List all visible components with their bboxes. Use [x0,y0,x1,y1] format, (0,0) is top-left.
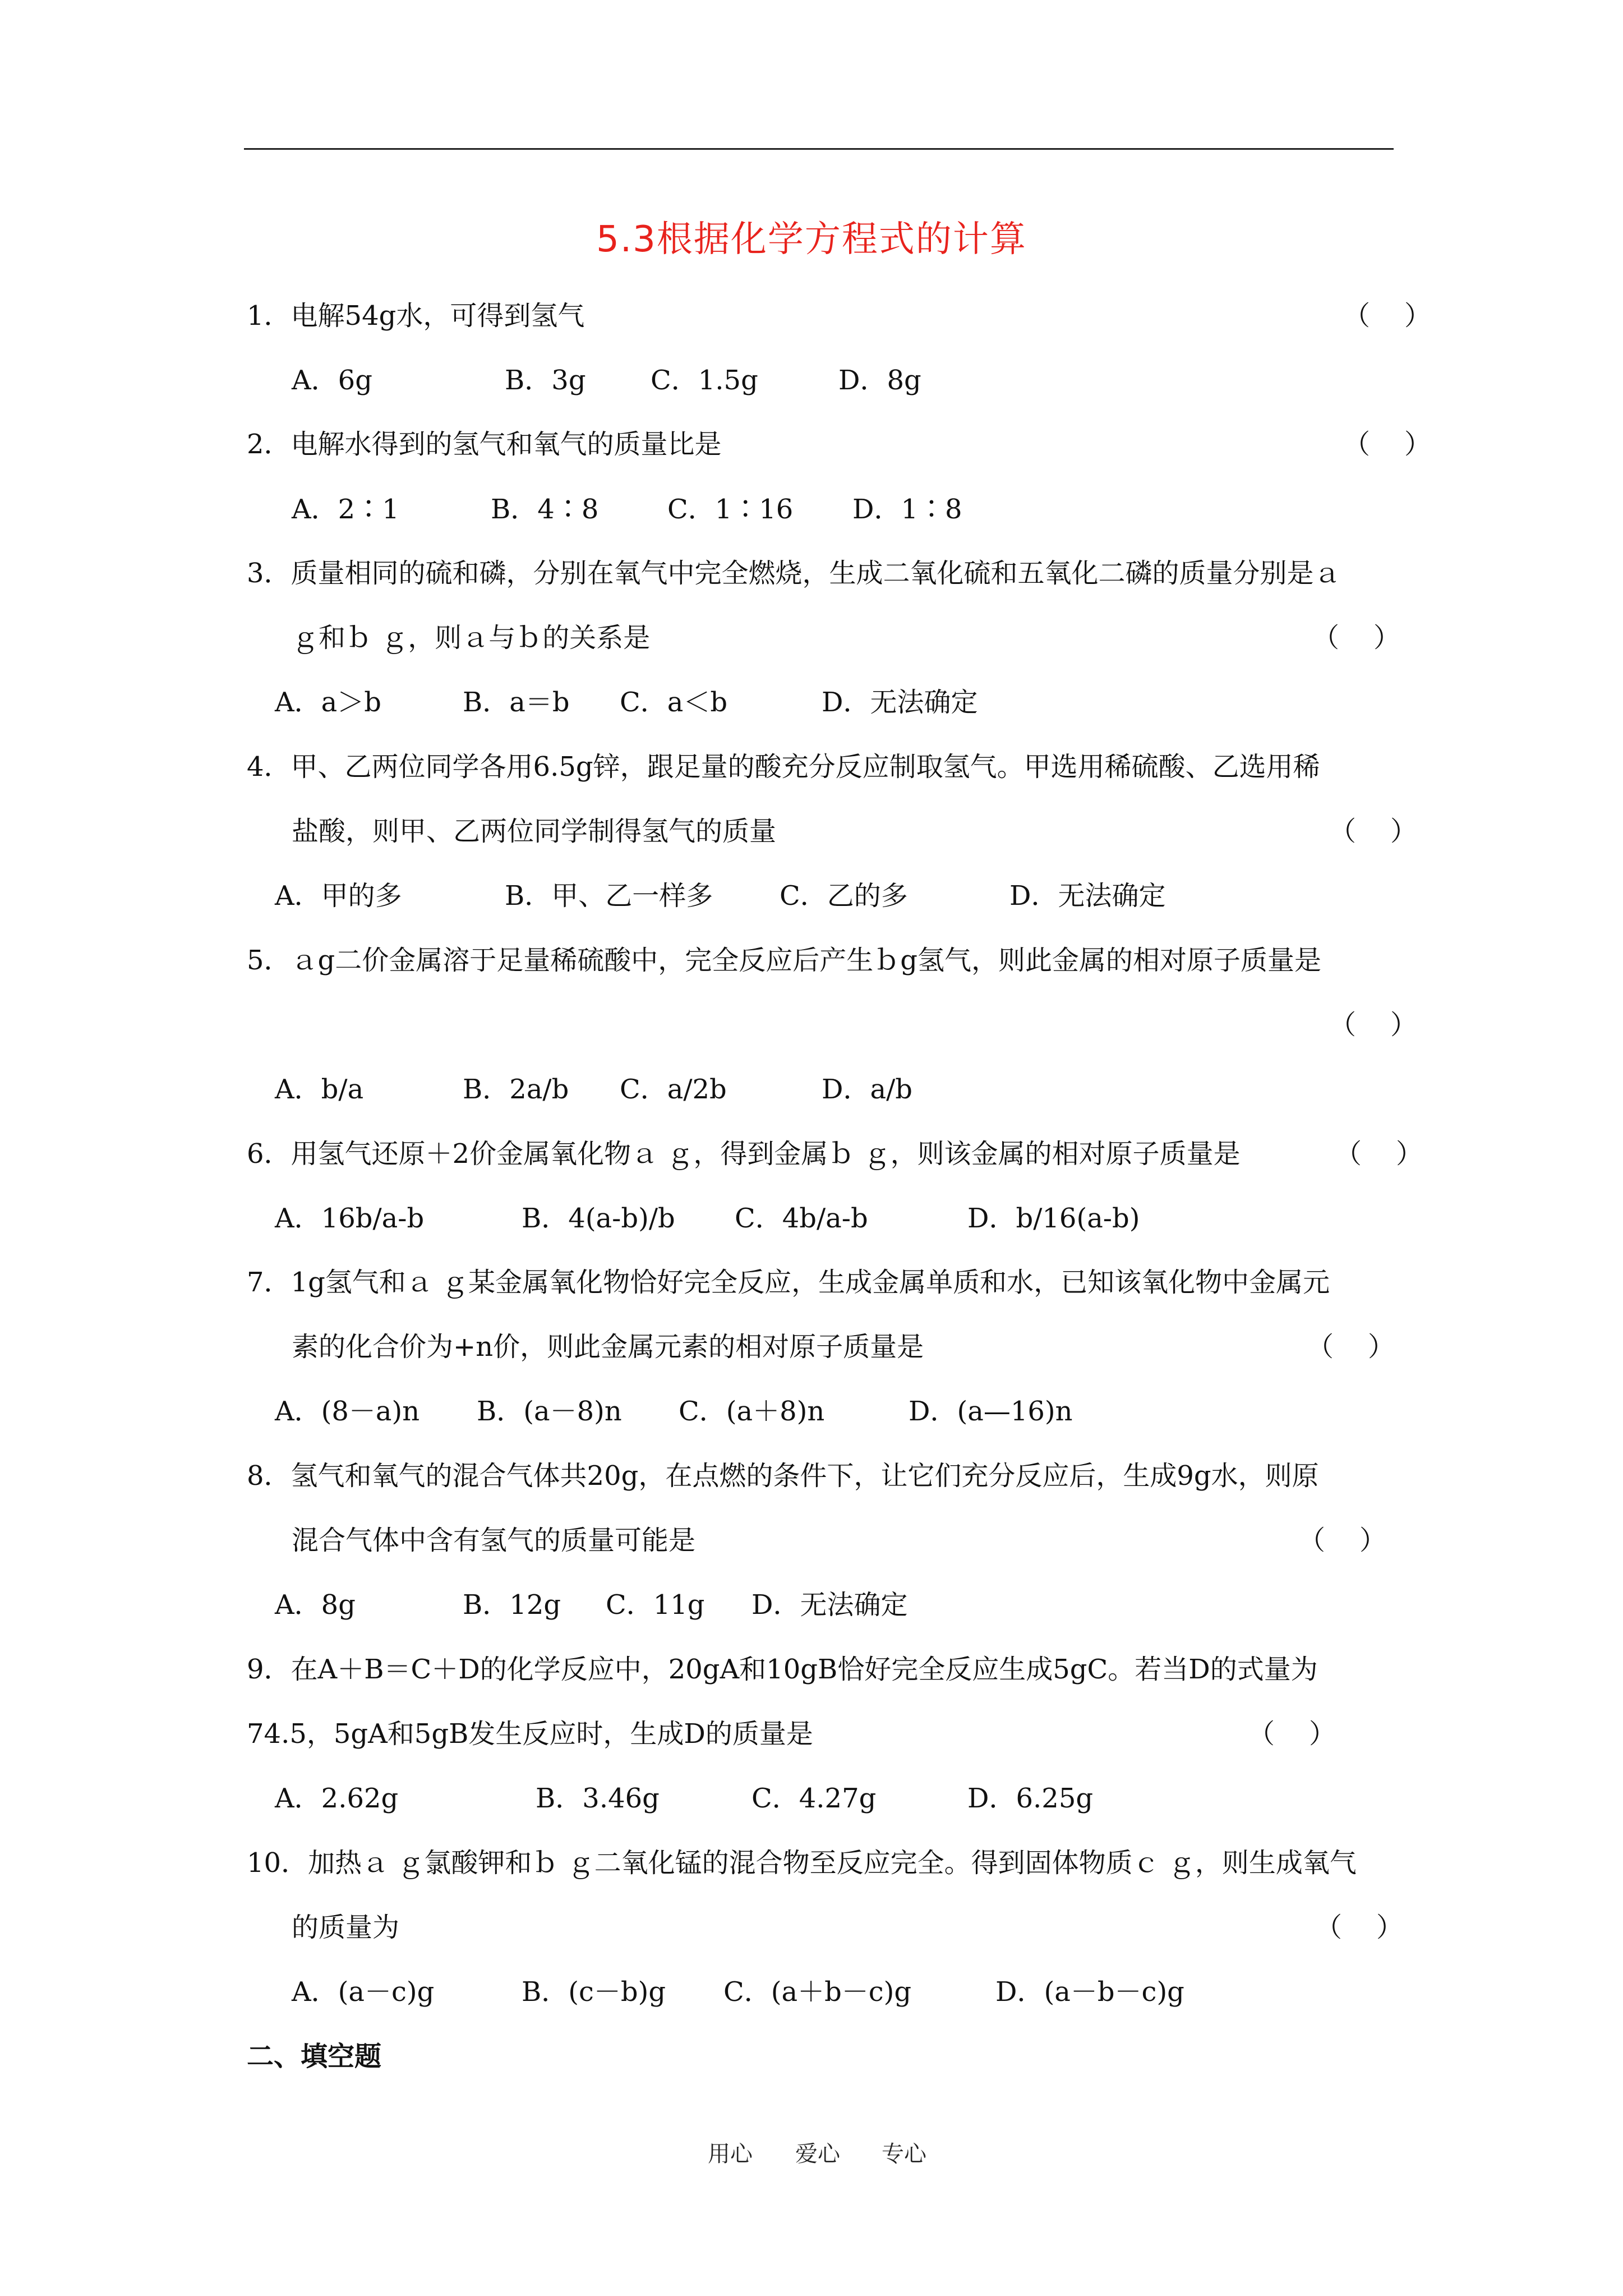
question-7-option-b: B．(a－8)n [477,1396,622,1427]
question-2-option-d: D．1∶8 [852,494,962,525]
question-3-option-c: C．a＜b [620,687,728,718]
question-8-text-line-1: 8．氢气和氧气的混合气体共20g，在点燃的条件下，让它们充分反应后，生成9g水，则原 [247,1460,1319,1492]
question-9-text-line-2: 74.5，5gA和5gB发生反应时，生成D的质量是 [247,1718,813,1750]
question-5-option-a: A．b/a [275,1074,364,1105]
question-4-option-d: D．无法确定 [1009,880,1166,912]
footer-text-2: 爱心 [795,2141,840,2167]
question-8-answer-blank: （ ） [1298,1525,1387,1556]
question-1-option-d: D．8g [838,365,921,396]
question-2-option-c: C．1∶16 [667,494,794,525]
question-9-option-b: B．3.46g [536,1783,660,1814]
question-9-answer-blank: （ ） [1248,1718,1336,1750]
question-8-text-line-2: 混合气体中含有氢气的质量可能是 [292,1525,696,1556]
question-8-option-b: B．12g [463,1589,561,1621]
question-10-option-c: C．(a＋b－c)g [723,1976,912,2008]
question-1-answer-blank: （ ） [1343,300,1432,332]
question-6-option-c: C．4b/a-b [735,1203,868,1234]
question-7-option-c: C．(a＋8)n [679,1396,825,1427]
question-4-option-c: C．乙的多 [780,880,908,912]
question-2-text: 2．电解水得到的氢气和氧气的质量比是 [247,429,722,460]
question-3-option-d: D．无法确定 [822,687,978,718]
question-10-option-b: B．(c－b)g [522,1976,666,2008]
question-7-answer-blank: （ ） [1307,1331,1395,1363]
question-7-text-line-1: 7．1g氢气和ａ ｇ某金属氧化物恰好完全反应，生成金属单质和水，已知该氧化物中金属元 [247,1267,1330,1298]
question-5-option-d: D．a/b [822,1074,913,1105]
question-4-answer-blank: （ ） [1329,816,1418,847]
question-3-option-a: A．a＞b [275,687,382,718]
footer-text-1: 用心 [708,2141,753,2167]
question-3-text-line-2: ｇ和ｂ ｇ，则ａ与ｂ的关系是 [292,622,651,654]
question-7-option-a: A．(8－a)n [275,1396,420,1427]
footer-text-3: 专心 [882,2141,926,2167]
question-6-text: 6．用氢气还原＋2价金属氧化物ａ ｇ，得到金属ｂ ｇ，则该金属的相对原子质量是 [247,1138,1241,1170]
question-4-text-line-2: 盐酸，则甲、乙两位同学制得氢气的质量 [292,816,777,847]
question-10-option-d: D．(a－b－c)g [995,1976,1184,2008]
question-3-answer-blank: （ ） [1312,622,1401,654]
header-rule [244,148,1394,150]
question-3-text-line-1: 3．质量相同的硫和磷，分别在氧气中完全燃烧，生成二氧化硫和五氧化二磷的质量分别是ａ [247,558,1341,589]
section-heading: 二、填空题 [247,2041,382,2072]
question-2-option-a: A．2∶1 [292,494,399,525]
question-1-option-a: A．6g [292,365,372,396]
question-5-answer-blank: （ ） [1329,1009,1418,1041]
question-8-option-d: D．无法确定 [751,1589,908,1621]
question-9-text-line-1: 9．在A＋B＝C＋D的化学反应中，20gA和10gB恰好完全反应生成5gC。若当D的式量为 [247,1654,1318,1685]
question-10-answer-blank: （ ） [1315,1912,1404,1943]
question-1-option-b: B．3g [505,365,586,396]
question-6-option-b: B．4(a-b)/b [522,1203,675,1234]
question-4-option-a: A．甲的多 [275,880,402,912]
question-7-text-line-2: 素的化合价为+n价，则此金属元素的相对原子质量是 [292,1331,924,1363]
question-8-option-c: C．11g [606,1589,705,1621]
question-7-option-d: D．(a—16)n [909,1396,1073,1427]
question-10-text-line-1: 10．加热ａ ｇ氯酸钾和ｂ ｇ二氧化锰的混合物至反应完全。得到固体物质ｃ ｇ，则生成氧气 [247,1847,1357,1879]
question-2-option-b: B．4∶8 [491,494,599,525]
question-10-option-a: A．(a－c)g [292,1976,435,2008]
question-1-option-c: C．1.5g [651,365,758,396]
question-6-option-a: A．16b/a-b [275,1203,425,1234]
question-4-text-line-1: 4．甲、乙两位同学各用6.5g锌，跟足量的酸充分反应制取氢气。甲选用稀硫酸、乙选用稀 [247,751,1320,783]
question-9-option-c: C．4.27g [751,1783,877,1814]
question-9-option-d: D．6.25g [967,1783,1094,1814]
question-9-option-a: A．2.62g [275,1783,399,1814]
page-title: 5.3根据化学方程式的计算 [596,219,1027,260]
question-4-option-b: B．甲、乙一样多 [505,880,713,912]
question-5-option-c: C．a/2b [620,1074,727,1105]
question-6-option-d: D．b/16(a-b) [967,1203,1140,1234]
question-1-text: 1．电解54g水，可得到氢气 [247,300,585,332]
question-10-text-line-2: 的质量为 [292,1912,400,1943]
question-2-answer-blank: （ ） [1343,429,1432,460]
question-5-text: 5．ａg二价金属溶于足量稀硫酸中，完全反应后产生ｂg氢气，则此金属的相对原子质量是 [247,945,1321,976]
question-8-option-a: A．8g [275,1589,356,1621]
question-5-option-b: B．2a/b [463,1074,569,1105]
question-3-option-b: B．a＝b [463,687,570,718]
question-6-answer-blank: （ ） [1335,1138,1423,1170]
